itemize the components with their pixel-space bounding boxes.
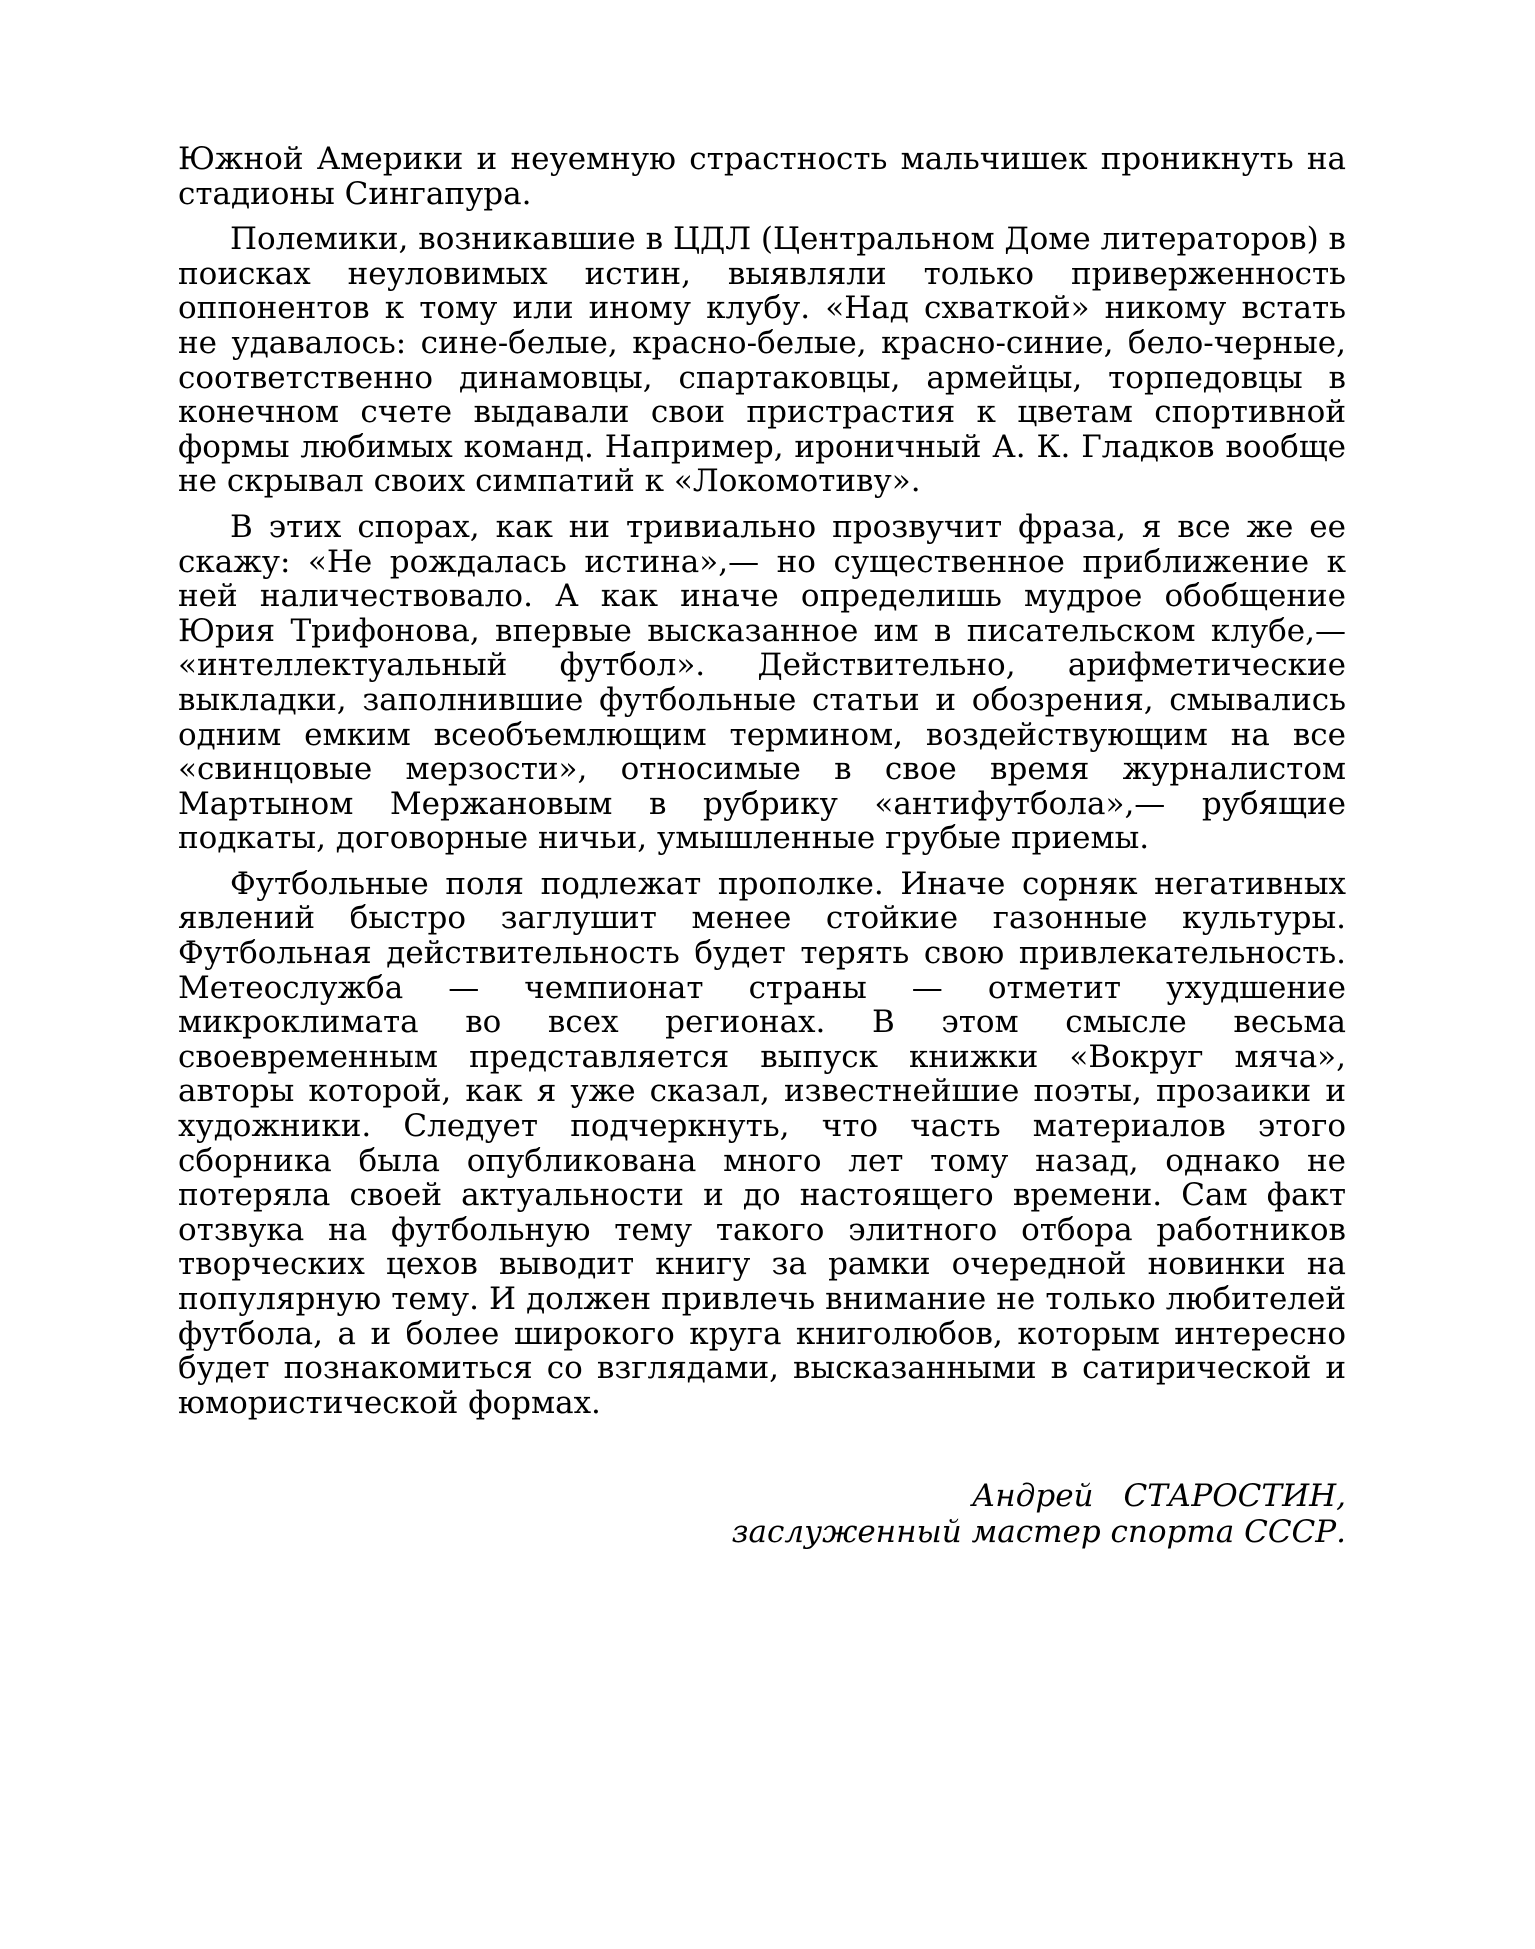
- author-name-line: [178, 1478, 1346, 1514]
- author-first-name: Андрей: [971, 1478, 1094, 1515]
- page-body: [178, 142, 1346, 1550]
- paragraph-disputes: В этих спорах, как ни тривиально прозвучит фраза, я все же ее скажу: «Не рождалась истина»,— но существенное приближение к ней наличествовало. А как иначе определишь мудрое обобщение Юрия Трифонова, впервые высказанное им в писательском клубе,— «интеллектуальный футбол». Действительно, арифметические выкладки, заполнившие футбольные статьи и обозрения, смывались одним емким всеобъемлющим термином, воздействующим на все «свинцовые мерзости», относимые в свое время журналистом Мартыном Мержановым в рубрику «антифутбола»,— рубящие подкаты, договорные ничьи, умышленные грубые приемы.: [178, 508, 1346, 857]
- author-last-name: СТАРОСТИН,: [1123, 1478, 1346, 1515]
- author-title: заслуженный мастер спорта СССР.: [731, 1514, 1346, 1551]
- author-signature: [178, 1478, 1346, 1550]
- paragraph-polemics: Полемики, возникавшие в ЦДЛ (Центральном Доме литераторов) в поисках неуловимых истин, выявляли только приверженность оппонентов к тому или иному клубу. «Над схваткой» никому встать не удавалось: сине-белые, красно-белые, красно-синие, бело-черные, соответственно динамовцы, спартаковцы, армейцы, торпедовцы в конечном счете выдавали свои пристрастия к цветам спортивной формы любимых команд. Например, ироничный А. К. Гладков вообще не скрывал своих симпатий к «Локомотиву».: [178, 221, 1346, 500]
- paragraph-football-fields: Футбольные поля подлежат прополке. Иначе сорняк негативных явлений быстро заглушит менее стойкие газонные культуры. Футбольная действительность будет терять свою привлекательность. Метеослужба — чемпионат страны — отметит ухудшение микроклимата во всех регионах. В этом смысле весьма своевременным представляется выпуск книжки «Вокруг мяча», авторы которой, как я уже сказал, известнейшие поэты, прозаики и художники. Следует подчеркнуть, что часть материалов этого сборника была опубликована много лет тому назад, однако не потеряла своей актуальности и до настоящего времени. Сам факт отзвука на футбольную тему такого элитного отбора работников творческих цехов выводит книгу за рамки очередной новинки на популярную тему. И должен привлечь внимание не только любителей футбола, а и более широкого круга книголюбов, которым интересно будет познакомиться со взглядами, высказанными в сатирической и юмористической формах.: [178, 865, 1346, 1421]
- paragraph-continuation: Южной Америки и неуемную страстность мальчишек проникнуть на стадионы Сингапура.: [178, 141, 1346, 212]
